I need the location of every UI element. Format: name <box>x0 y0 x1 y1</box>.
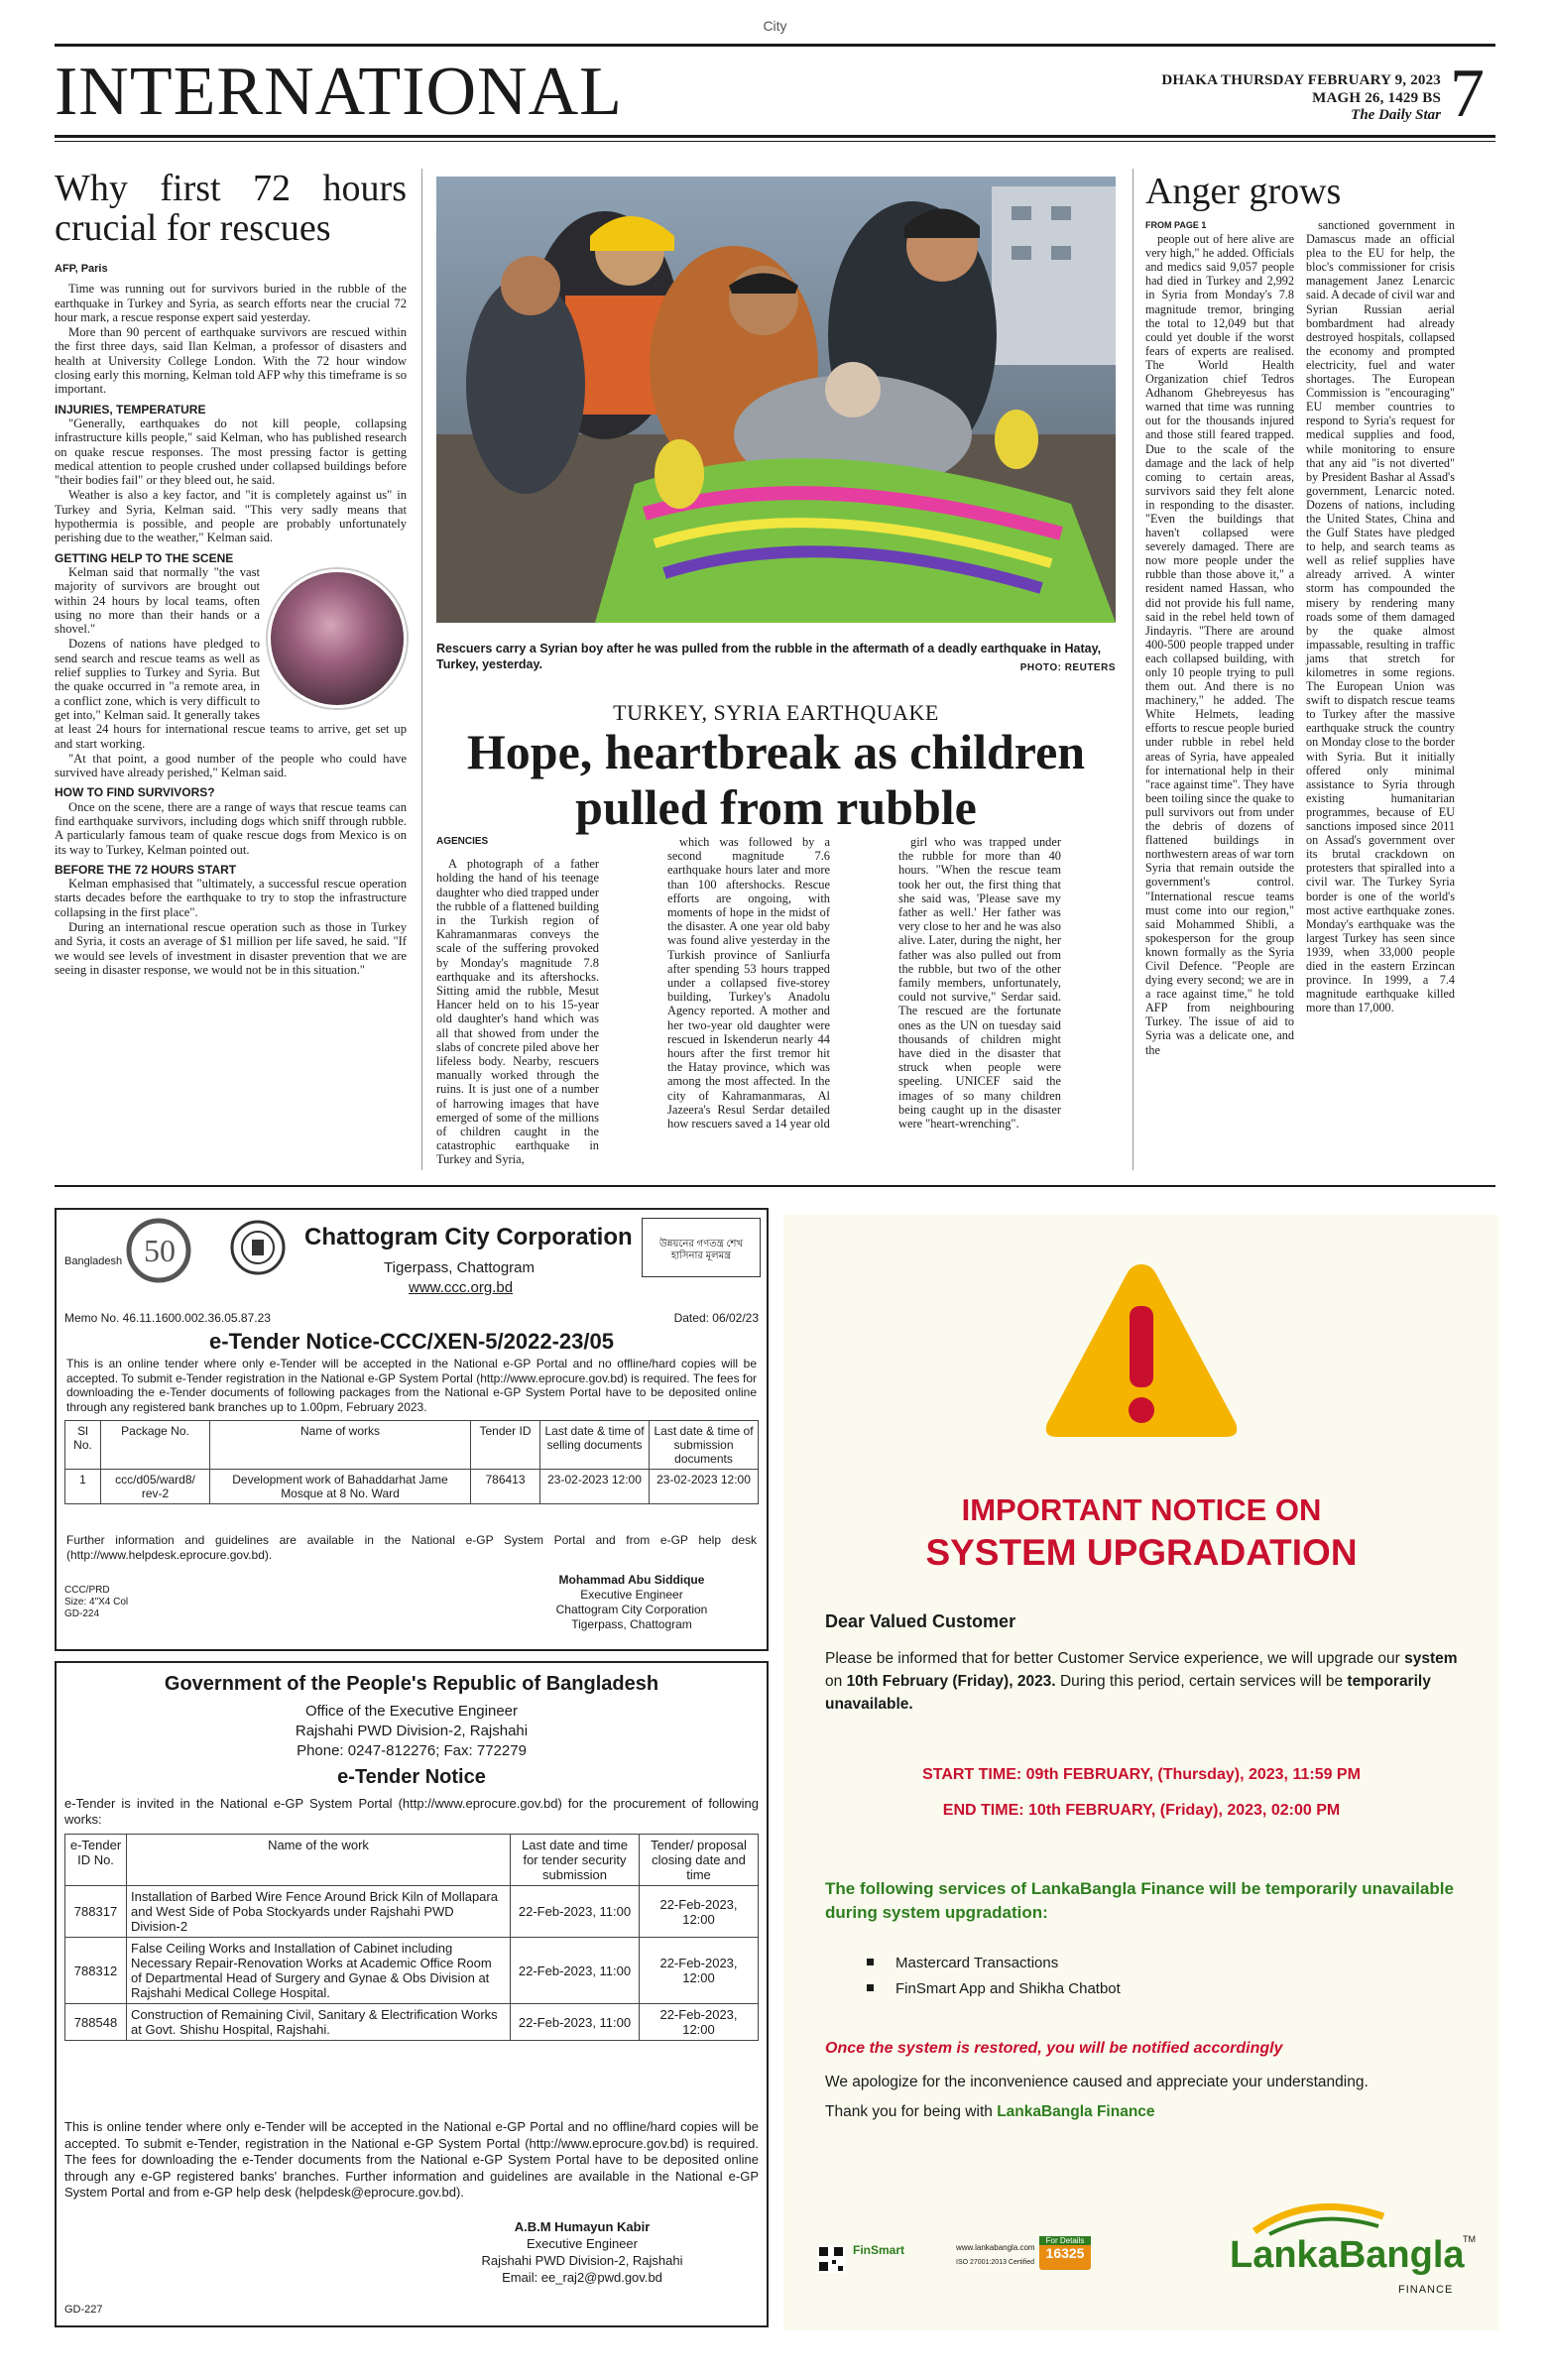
table-row <box>65 2004 759 2041</box>
hotline-number[interactable]: 16325 <box>1045 2245 1085 2261</box>
paragraph: Time was running out for survivors buried in the rubble of the earthquake in Turkey and Syria, as search efforts near the crucial 72 hour mark, a rescue response expert said yesterday. <box>55 282 407 324</box>
sign-email[interactable]: Email: ee_raj2@pwd.gov.bd <box>502 2270 662 2285</box>
main-photo <box>436 177 1116 623</box>
notice-line-1: IMPORTANT NOTICE ON <box>961 1492 1322 1527</box>
ccc-logo-text: Bangladesh <box>64 1255 123 1267</box>
services-list <box>825 1951 1121 2002</box>
ccc-title: e-Tender Notice-CCC/XEN-5/2022-23/05 <box>209 1329 614 1354</box>
cell: False Ceiling Works and Installation of Cabinet including Necessary Repair-Renovation Works at Academic Office Room of Departmental Head of Surgery and Gynae & Obs Division at Rajshahi Medical College Hospital. <box>127 1938 511 2004</box>
inset-photo <box>268 569 407 708</box>
cell: Construction of Remaining Civil, Sanitary & Electrification Works at Govt. Shishu Hospital, Rajshahi. <box>127 2004 511 2041</box>
paragraph: people out of here alive are very high," he added. Officials and medics said 9,057 people had died in Turkey and 2,992 in Syria from Monday's 7.8 magnitude tremor, bringing the total to 12,049 but that could yet double if the worst fears of experts are realised. The World Health Organization chief Tedros Adhanom Ghebreyesus has warned that time was running out for the thousands injured and those still feared trapped. Due to the scale of the damage and the lack of help coming to certain areas, survivors said they felt alone in responding to the disaster. "Even the buildings that haven't collapsed were severely damaged. There are now more people under the rubble than those above it," a resident named Hassan, who did not provide his full name, said in the rebel held town of Jindayris. "There are around 400-500 people trapped under each collapsed building, with only 10 people trying to pull them out. And there is no machinery," he added. The White Helmets, leading efforts to rescue people buried under rubble in rebel held areas of Syria, have appealed for international help in their "race against time". They have been toiling since the quake to pull survivors out from under the debris of dozens of flattened buildings in northwestern areas of war torn Syria that remain outside the government's control. "International rescue teams must come into our region," said Mohammed Shibli, a spokesperson for the group known formally as the Syria Civil Defence. "People are dying every second; we are in a race against time," he told AFP from neighbouring Turkey. The issue of aid to Syria was a delicate one, and the <box>1145 232 1294 1057</box>
pwd-footer: This is online tender where only e-Tender will be accepted in the National e-GP Portal and no offline/hard copies will be accepted. To submit e-Tender, registration in the National e-GP System Portal (http://www.eprocure.gov.bd) is required. The fees for downloading the e-Tender documents from the National e-GP System Portal have to be deposited online through any e-GP registered banks' branches. Further information and guidelines are available in the National e-GP System Portal and from e-GP help desk (helpdesk@eprocure.gov.bd). <box>64 2119 759 2200</box>
pwd-signature <box>453 2218 711 2286</box>
cell: Installation of Barbed Wire Fence Around Brick Kiln of Mollapara and West Side of Poba Stockyards under Rajshahi PWD Division-2 <box>127 1886 511 1938</box>
photo-caption: Rescuers carry a Syrian boy after he was pulled from the rubble in the aftermath of a deadly earthquake in Hatay, Turkey, yesterday. <box>436 642 1102 671</box>
body-text: system <box>1404 1650 1458 1667</box>
ccc-footer: Further information and guidelines are available in the National e-GP System Portal and from e-GP help desk (http://www.helpdesk.eprocure.gov.bd). <box>66 1533 757 1562</box>
section-title: INTERNATIONAL <box>55 54 623 130</box>
ccc-website[interactable]: www.ccc.org.bd <box>409 1279 514 1296</box>
pwd-govt: Government of the People's Republic of Bangladesh <box>164 1673 659 1695</box>
paragraph: Dozens of nations have pledged to send search and rescue teams as well as relief supplies to Turkey and Syria. But the quake occurred in "a remote area, in a conflict zone, which is very difficult to get into," Kelman said. It generally takes at least 24 hours for international rescue teams to arrive, get set up and start working. <box>55 637 407 751</box>
sign-title: Executive Engineer <box>526 2236 638 2251</box>
bullet-icon <box>867 1984 874 1991</box>
col-header: Last date and time for tender security submission <box>511 1835 640 1886</box>
pwd-title: e-Tender Notice <box>337 1766 486 1788</box>
apology-text: We apologize for the inconvenience caused and appreciate your understanding. <box>825 2074 1369 2090</box>
thanks-a: Thank you for being with <box>825 2103 993 2120</box>
col-header: Tender/ proposal closing date and time <box>640 1835 759 1886</box>
from-page-label: FROM PAGE 1 <box>1145 220 1207 230</box>
list-item <box>825 1976 1121 2002</box>
subhead: INJURIES, TEMPERATURE <box>55 402 206 416</box>
web-label[interactable]: www.lankabangla.com <box>956 2243 1035 2252</box>
paragraph: Weather is also a key factor, and "it is completely against us" in Turkey and Syria, Kelman said. "This very sadly means that hypothermia is possible, and people are probably unfortunately perishing due to the weather," Kelman said. <box>55 488 407 545</box>
top-rule <box>55 44 1495 47</box>
col-header: e-Tender ID No. <box>65 1835 127 1886</box>
notice-body <box>825 1647 1460 1716</box>
service-label: Mastercard Transactions <box>895 1955 1059 1971</box>
ccc-seal-icon <box>230 1220 286 1275</box>
restored-note: Once the system is restored, you will be notified accordingly <box>825 2040 1283 2057</box>
portrait-stamp <box>642 1218 761 1277</box>
pwd-code: GD-227 <box>64 2304 103 2316</box>
pwd-tender-table <box>64 1834 759 2041</box>
table-row <box>65 1886 759 1938</box>
brand-sub: FINANCE <box>1398 2284 1454 2296</box>
svg-text:50: 50 <box>144 1233 176 1268</box>
cell: 22-Feb-2023, 12:00 <box>640 2004 759 2041</box>
ad-pwd-tender <box>55 1661 769 2327</box>
body-text: temporarily unavailable. <box>825 1673 1431 1713</box>
notice-title <box>783 1490 1499 1576</box>
iso-label: ISO 27001:2013 Certified <box>956 2259 1034 2266</box>
cell: 23-02-2023 12:00 <box>540 1470 650 1504</box>
ads-rule <box>55 1185 1495 1187</box>
table-row <box>65 1938 759 2004</box>
jubilee-emblem-icon <box>64 1216 193 1285</box>
main-body-col-2 <box>667 835 830 1130</box>
paragraph: A photograph of a father holding the hand of his teenage daughter who died trapped under the rubble of a flattened building in the Turkish region of Kahramanmaras conveys the scale of the suffering provoked by Monday's magnitude 7.8 earthquake and its aftershocks. Sitting amid the rubble, Mesut Hancer held on to his 15-year old daughter's hand which was all that showed from under the slabs of concrete piled above her lifeless body. Nearby, rescuers manually worked through the ruins. It is just one of a number of harrowing images that have emerged of some of the millions of children caught in the catastrophic earthquake in Turkey and Syria, <box>436 857 599 1167</box>
portrait-stamp-text: উন্নয়নের গণতন্ত্র শেখ হাসিনার মূলমন্ত্র <box>658 1239 744 1261</box>
rescue-photo-illustration <box>436 177 1116 623</box>
sign-org: Chattogram City Corporation <box>555 1603 708 1616</box>
code-line: GD-224 <box>64 1608 100 1619</box>
city-label: City <box>763 18 787 34</box>
ad-lankabangla <box>783 1215 1499 2330</box>
body-text: on <box>825 1673 843 1690</box>
paragraph: which was followed by a second magnitude 7.6 earthquake hours later and more than 100 aftershocks. Rescue efforts are ongoing, with moments of hope in the midst of the disaster. A one year old baby was found alive yesterday in the Turkish province of Sanliurfa after spending 53 hours trapped under a collapsed five-storey building, Turkey's Anadolu Agency reported. A mother and her two-year old daughter were rescued in Iskenderun nearly 44 hours after the first tremor hit the Hatay province, which was among the most affected. In the city of Kahramanmaras, Al Jazeera's Resul Serdar detailed how rescuers saved a 14 year old <box>667 835 830 1131</box>
thanks-text <box>825 2103 1155 2121</box>
sign-name: Mohammad Abu Siddique <box>558 1573 705 1587</box>
paragraph: girl who was trapped under the rubble for more than 40 hours. "When the rescue team took her out, the first thing that she said was, 'Please save my father as well.' Her father was very close to her and he was also alive. Later, during the night, her father was also pulled out from the rubble, but two of the other family members, unfortunately, could not survive," Serdar said. The rescued are the fortunate ones as the UN on tuesday said thousands of children might have died in the disaster that struck when people were speeling. UNICEF said the images of so many children being caught up in the disaster were "heart-wrenching". <box>898 835 1061 1131</box>
ad-ccc-tender <box>55 1208 769 1651</box>
greeting: Dear Valued Customer <box>825 1611 1016 1631</box>
paragraph: Kelman emphasised that "ultimately, a successful rescue operation starts decades before the earthquake to try to stop the infrastructure collapsing in the first place". <box>55 877 407 919</box>
ccc-memo: Memo No. 46.11.1600.002.36.05.87.23 <box>64 1311 271 1325</box>
paragraph: More than 90 percent of earthquake survivors are rescued within the first three days, said Ilan Kelman, a professor of disasters and health at University College London. With the 72 hour window closing early this morning, Kelman told AFP why this timeframe is so important. <box>55 325 407 397</box>
subhead: HOW TO FIND SURVIVORS? <box>55 785 215 800</box>
col-header: Name of the work <box>127 1835 511 1886</box>
pwd-office: Office of the Executive Engineer <box>304 1703 518 1720</box>
brand-tm: TM <box>1463 2234 1476 2244</box>
finsmart-label: FinSmart <box>853 2243 905 2257</box>
cell: 23-02-2023 12:00 <box>650 1470 759 1504</box>
cell: 22-Feb-2023, 12:00 <box>640 1886 759 1938</box>
pwd-division: Rajshahi PWD Division-2, Rajshahi <box>295 1723 529 1739</box>
details-label: For Details <box>1039 2236 1091 2245</box>
body-text: Please be informed that for better Customer Service experience, we will upgrade our <box>825 1650 1400 1667</box>
table-header-row <box>65 1421 759 1470</box>
masthead-rule-thin <box>55 141 1495 142</box>
qr-code-icon <box>817 2245 845 2273</box>
right-body-col-1 <box>1145 218 1294 1057</box>
bullet-icon <box>867 1959 874 1965</box>
paragraph: sanctioned government in Damascus made an official plea to the EU for help, the bloc's commissioner for crisis management Janez Lenarcic said. A decade of civil war and Syrian Russian aerial bombardment had already destroyed hospitals, collapsed the economy and prompted electricity, fuel and water shortages. The European Commission is "encouraging" EU member countries to respond to Syria's request for medical supplies and food, while monitoring to ensure that any aid "is not diverted" by President Bashar al Assad's government, Lenarcic noted. Dozens of nations, including the United States, China and the Gulf States have pledged to help, and search teams as well as relief supplies have already arrived. A winter storm has compounded the misery by rendering many roads some of them damaged by the quake almost impassable, resulting in traffic jams that stretch for kilometres in some regions. The European Union was swift to dispatch rescue teams to Turkey after the massive earthquake struck the country on Monday close to the border with Syria. But it initially offered only minimal assistance to Syria through existing humanitarian programmes, because of EU sanctions imposed since 2011 on Assad's government over its brutal crackdown on protesters that spiralled into a civil war. The Turkey Syria border is one of the world's most active earthquake zones. Monday's earthquake was the largest Turkey has seen since 1939, when 33,000 people died in the eastern Erzincan province. In 1999, a 7.4 magnitude earthquake killed more than 17,000. <box>1306 218 1455 1015</box>
paragraph: "At that point, a good number of the people who could have survived have already perished," Kelman said. <box>55 751 407 780</box>
ccc-signature <box>523 1573 741 1632</box>
sign-place: Tigerpass, Chattogram <box>571 1617 692 1631</box>
cell: 786413 <box>471 1470 540 1504</box>
main-body-col-1 <box>436 835 599 1167</box>
paragraph: During an international rescue operation such as those in Turkey and Syria, it costs an average of $1 million per life saved, he said. "If we would see levels of investment in disaster prevention that we are seeing in disaster response, we would not be in this situation." <box>55 920 407 977</box>
subhead: BEFORE THE 72 HOURS START <box>55 862 237 877</box>
lankabangla-brand: LankaBangla <box>1230 2234 1465 2276</box>
col-header: Last date & time of selling documents <box>540 1421 650 1470</box>
hotline-box <box>1039 2236 1091 2270</box>
left-headline: Why first 72 hours crucial for rescues <box>55 168 407 249</box>
cell: 788317 <box>65 1886 127 1938</box>
pwd-phone: Phone: 0247-812276; Fax: 772279 <box>297 1742 527 1759</box>
ccc-address: Tigerpass, Chattogram <box>384 1259 536 1276</box>
service-label: FinSmart App and Shikha Chatbot <box>895 1980 1121 1997</box>
main-body-col-3 <box>898 835 1061 1130</box>
main-kicker: TURKEY, SYRIA EARTHQUAKE <box>613 700 939 725</box>
paragraph: "Generally, earthquakes do not kill people, collapsing infrastructure kills people," said Kelman, who has published research on quake rescue responses. The most pressing factor is getting medical attention to people crushed under collapsed buildings before "their bodies fail" or they bleed out, he said. <box>55 416 407 488</box>
col-header: Package No. <box>101 1421 210 1470</box>
sign-org: Rajshahi PWD Division-2, Rajshahi <box>481 2253 683 2268</box>
ccc-codes <box>64 1585 128 1620</box>
col-header: Last date & time of submission documents <box>650 1421 759 1470</box>
column-divider <box>421 169 422 1170</box>
cell: Development work of Bahaddarhat Jame Mosque at 8 No. Ward <box>210 1470 471 1504</box>
ccc-intro: This is an online tender where only e-Tender will be accepted in the National e-GP Portal and no offline/hard copies will be accepted. To submit e-Tender registration in the National e-GP System Portal (http://www.eprocure.gov.bd) is required. The fees for downloading the e-Tender documents of following packages from the National e-GP System Portal have to be deposited online through any registered bank branches up to 1.00pm, February 2023. <box>66 1357 757 1414</box>
page-number: 7 <box>1450 56 1485 132</box>
paragraph: Kelman said that normally "the vast majority of survivors are brought out within 24 hours by local teams, often using no more than their hands or a shovel." <box>55 564 260 637</box>
pwd-intro: e-Tender is invited in the National e-GP System Portal (http://www.eprocure.gov.bd) for the procurement of following works: <box>64 1796 759 1827</box>
services-heading: The following services of LankaBangla Finance will be temporarily unavailable during system upgradation: <box>825 1879 1454 1922</box>
notice-line-2: SYSTEM UPGRADATION <box>925 1532 1358 1573</box>
left-byline: AFP, Paris <box>55 263 108 275</box>
sign-name: A.B.M Humayun Kabir <box>514 2219 651 2234</box>
sign-title: Executive Engineer <box>580 1588 683 1602</box>
right-headline: Anger grows <box>1145 171 1342 212</box>
ccc-org-name: Chattogram City Corporation <box>304 1224 633 1250</box>
date-line-2: MAGH 26, 1429 BS <box>1312 90 1441 106</box>
code-line: CCC/PRD <box>64 1585 110 1596</box>
cell: 1 <box>65 1470 101 1504</box>
subhead: GETTING HELP TO THE SCENE <box>55 550 234 565</box>
main-headline: Hope, heartbreak as children pulled from rubble <box>466 724 1086 835</box>
paragraph: Once on the scene, there are a range of ways that rescue teams can find earthquake survivors, including dogs which sniff through rubble. A particularly famous team of quake rescue dogs from Mexico is on its way to Turkey, Kelman pointed out. <box>55 799 407 857</box>
list-item <box>825 1951 1121 1976</box>
ccc-tender-table <box>64 1420 759 1504</box>
ccc-table-wrap <box>64 1420 759 1504</box>
right-article <box>1145 171 1455 1057</box>
body-text: During this period, certain services will be <box>1059 1673 1344 1690</box>
cell: 788548 <box>65 2004 127 2041</box>
cell: 22-Feb-2023, 11:00 <box>511 2004 640 2041</box>
thanks-b: LankaBangla Finance <box>997 2103 1155 2120</box>
table-header-row <box>65 1835 759 1886</box>
cell: 22-Feb-2023, 11:00 <box>511 1886 640 1938</box>
brand-logo: The Daily Star <box>1351 107 1441 123</box>
table-row <box>65 1470 759 1504</box>
cell: ccc/d05/ward8/ rev-2 <box>101 1470 210 1504</box>
masthead-rule <box>55 135 1495 138</box>
pwd-table-wrap <box>64 1834 759 2041</box>
col-header: Sl No. <box>65 1421 101 1470</box>
cell: 22-Feb-2023, 12:00 <box>640 1938 759 2004</box>
ccc-dated: Dated: 06/02/23 <box>673 1311 759 1325</box>
agency-label: AGENCIES <box>436 836 489 847</box>
left-article <box>55 169 407 978</box>
date-line-1: DHAKA THURSDAY FEBRUARY 9, 2023 <box>1161 72 1441 88</box>
code-line: Size: 4"X4 Col <box>64 1597 129 1607</box>
lankabangla-swoosh-icon <box>1250 2197 1388 2236</box>
right-body-col-2 <box>1306 218 1455 1014</box>
col-header: Tender ID <box>471 1421 540 1470</box>
photo-credit: PHOTO: REUTERS <box>1019 662 1116 673</box>
date-block <box>1076 71 1441 107</box>
start-time: START TIME: 09th FEBRUARY, (Thursday), 2023, 11:59 PM <box>922 1766 1361 1783</box>
cell: 22-Feb-2023, 11:00 <box>511 1938 640 2004</box>
body-text: 10th February (Friday), 2023. <box>846 1673 1056 1690</box>
warning-triangle-icon <box>1037 1256 1246 1445</box>
cell: 788312 <box>65 1938 127 2004</box>
ccc-logo <box>64 1216 193 1285</box>
col-header: Name of works <box>210 1421 471 1470</box>
end-time: END TIME: 10th FEBRUARY, (Friday), 2023, 02:00 PM <box>942 1802 1341 1819</box>
